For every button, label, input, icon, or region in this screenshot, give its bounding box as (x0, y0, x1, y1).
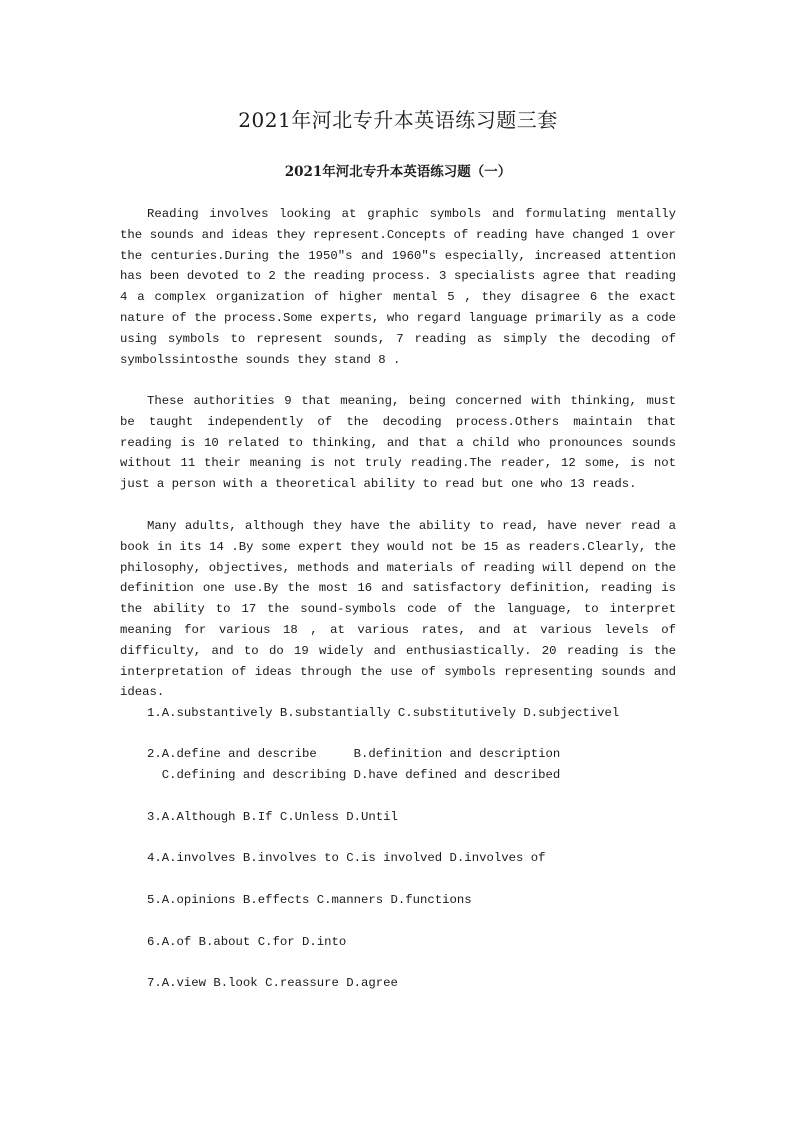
passage-paragraph: These authorities 9 that meaning, being concerned with thinking, must be taught independently of the decoding process.Others maintain that reading is 10 related to thinking, and that a child who pronounces sounds without 11 their meaning is not truly reading.The reader, 12 some, is not just a person with a theoretical ability to read but one who 13 reads. (120, 394, 676, 492)
passage-paragraph: Reading involves looking at graphic symbols and formulating mentally the sounds and ideas they represent.Concepts of reading have changed 1 over the centuries.During the 1950″s and 1960″s especially, increased attention has been devoted to 2 the reading process. 3 specialists agree that reading 4 a complex organization of higher mental 5 , they disagree 6 the exact nature of the process.Some experts, who regard language primarily as a code using symbols to represent sounds, 7 reading as simply the decoding of symbolssintosthe sounds they stand 8 . (120, 207, 676, 367)
question-item: 7.A.view B.look C.reassure D.agree (147, 976, 398, 990)
document-title: 2021年河北专升本英语练习题三套 (238, 108, 558, 132)
section-heading: 2021年河北专升本英语练习题（一） (284, 164, 512, 180)
passage-paragraph: Many adults, although they have the ability to read, have never read a book in its 14 .By some expert they would not be 15 as readers.Clearly, the philosophy, objectives, methods and materials of reading will depend on the definition one use.By the most 16 and satisfactory definition, reading is the ability to 17 the sound-symbols code of the language, to interpret meaning for various 18 , at various rates, and at various levels of difficulty, and to do 19 widely and enthusiastically. 20 reading is the interpretation of ideas through the use of symbols representing sounds and ideas. (120, 519, 676, 700)
question-item: 5.A.opinions B.effects C.manners D.functions (147, 893, 472, 907)
question-item: 4.A.involves B.involves to C.is involved D.involves of (147, 851, 546, 865)
question-item: 1.A.substantively B.substantially C.substitutively D.subjectivel (147, 706, 620, 720)
question-item: 2.A.define and describe B.definition and description (147, 747, 561, 761)
question-item: 3.A.Although B.If C.Unless D.Until (147, 810, 398, 824)
question-item-continuation: C.defining and describing D.have defined and described (147, 768, 561, 782)
question-item: 6.A.of B.about C.for D.into (147, 935, 347, 949)
